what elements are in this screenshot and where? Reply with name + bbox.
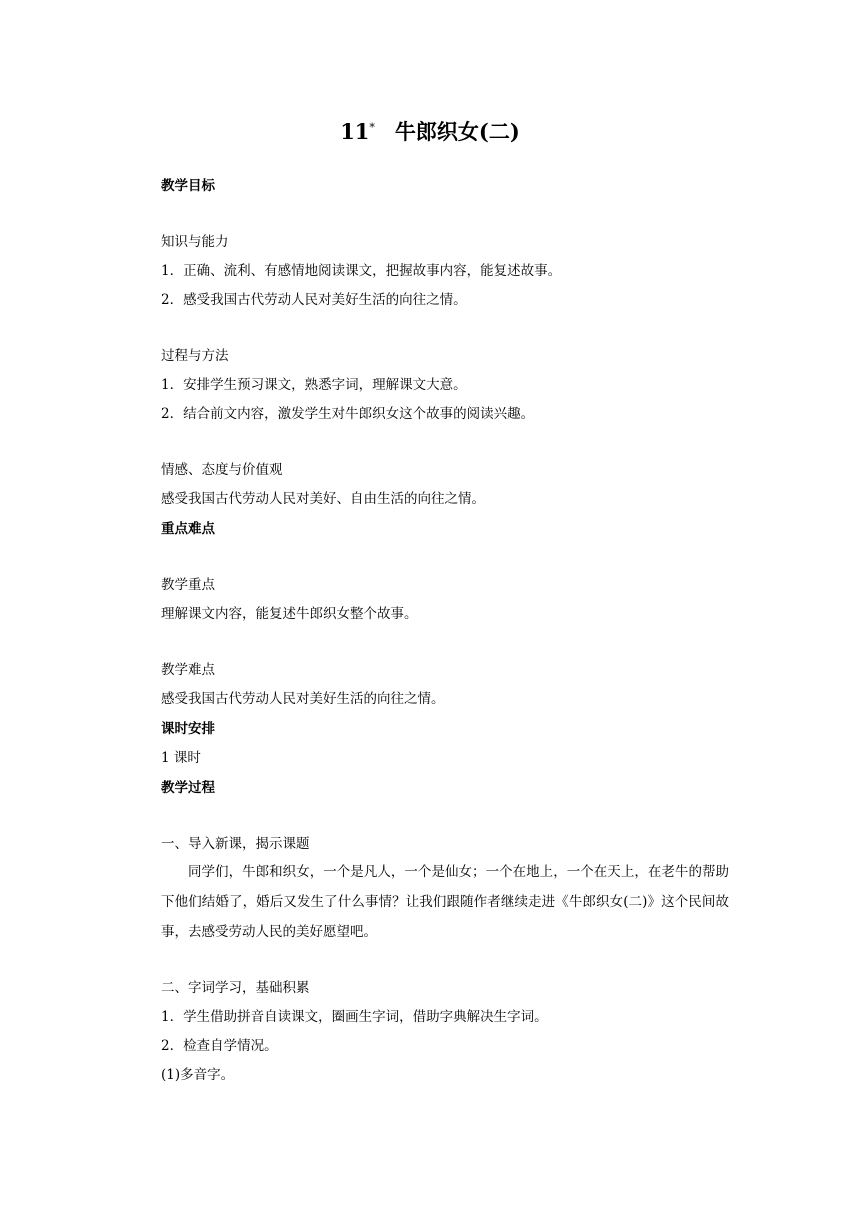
schedule-text: 1 课时 — [161, 750, 201, 766]
page-title — [0, 114, 860, 146]
difficulty-heading: 教学难点 — [161, 662, 215, 678]
lesson-title-text: 牛郎织女(二) — [394, 119, 520, 144]
process-method-heading: 过程与方法 — [161, 348, 229, 364]
emotion-text: 感受我国古代劳动人民对美好、自由生活的向往之情。 — [161, 491, 485, 507]
step2-item: (1)多音字。 — [161, 1067, 235, 1083]
step2-item: 2．检查自学情况。 — [161, 1038, 278, 1054]
schedule-heading: 课时安排 — [161, 721, 215, 737]
difficulty-text: 感受我国古代劳动人民对美好生活的向往之情。 — [161, 691, 445, 707]
knowledge-ability-heading: 知识与能力 — [161, 234, 229, 250]
teaching-process-heading: 教学过程 — [161, 780, 215, 796]
process-item: 1．安排学生预习课文，熟悉字词，理解课文大意。 — [161, 377, 467, 393]
lesson-number: 11 — [340, 119, 370, 144]
teaching-goals-heading: 教学目标 — [161, 178, 215, 194]
step2-item: 1．学生借助拼音自读课文，圈画生字词，借助字典解决生字词。 — [161, 1009, 548, 1025]
key-point-heading: 教学重点 — [161, 577, 215, 593]
optional-lesson-mark: * — [369, 121, 375, 134]
key-difficulty-heading: 重点难点 — [161, 521, 215, 537]
step2-heading: 二、字词学习，基础积累 — [161, 980, 310, 996]
emotion-attitude-heading: 情感、态度与价值观 — [161, 462, 283, 478]
process-item: 2．结合前文内容，激发学生对牛郎织女这个故事的阅读兴趣。 — [161, 406, 535, 422]
knowledge-item: 1．正确、流利、有感情地阅读课文，把握故事内容，能复述故事。 — [161, 263, 562, 279]
knowledge-item: 2．感受我国古代劳动人民对美好生活的向往之情。 — [161, 292, 467, 308]
key-point-text: 理解课文内容，能复述牛郎织女整个故事。 — [161, 606, 418, 622]
step1-heading: 一、导入新课，揭示课题 — [161, 836, 310, 852]
step1-paragraph: 同学们，牛郎和织女，一个是凡人，一个是仙女；一个在地上，一个在天上，在老牛的帮助下他们结婚了，婚后又发生了什么事情？让我们跟随作者继续走进《牛郎织女(二)》这个民间故事，去感受劳动人民的美好愿望吧。 — [161, 864, 729, 940]
